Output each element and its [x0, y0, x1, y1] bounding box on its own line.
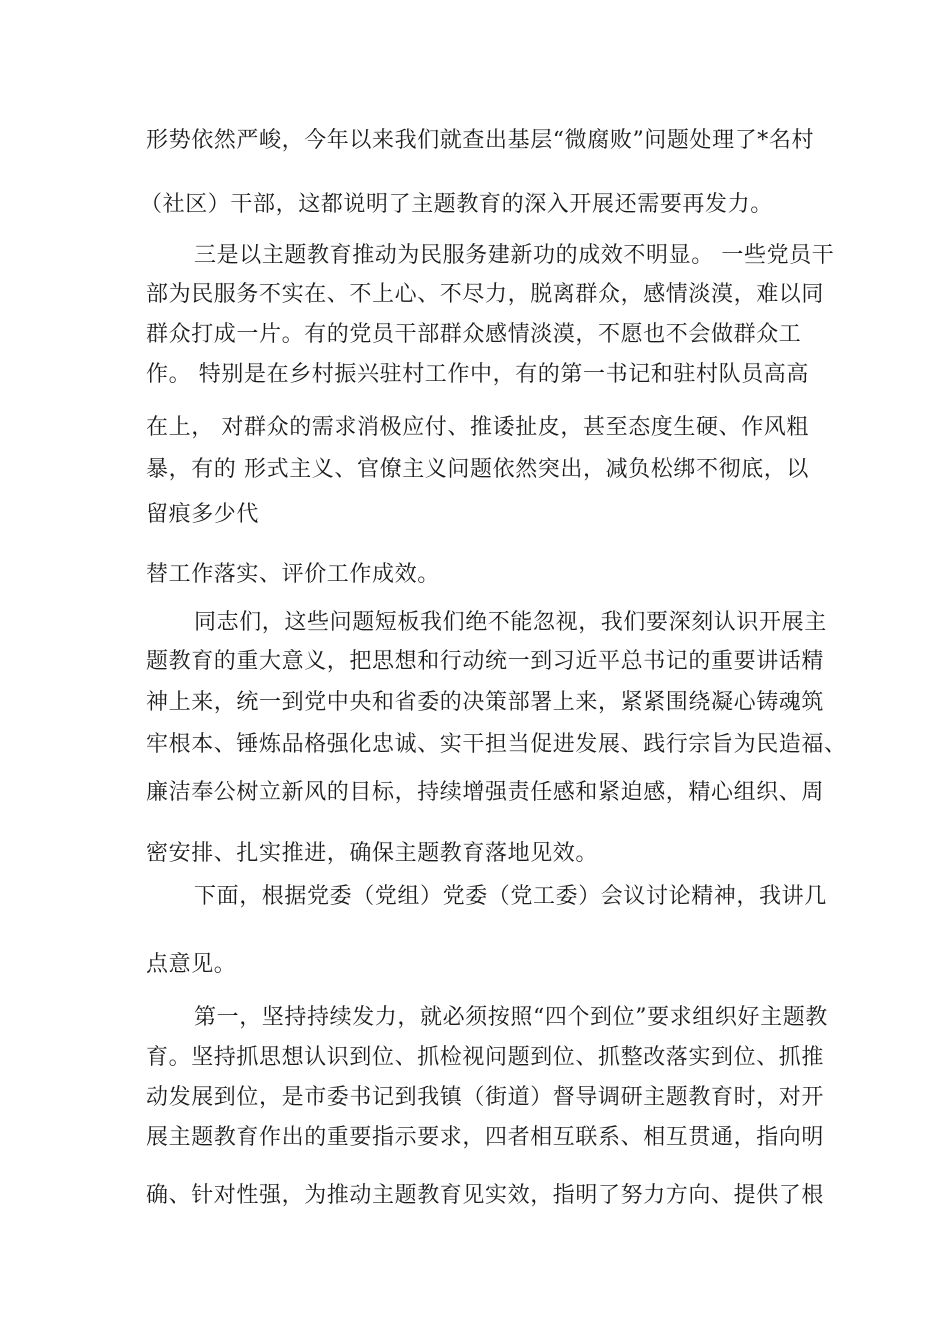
- text-line: 牢根本、锤炼品格强化忠诚、实干担当促进发展、践行宗旨为民造福、: [146, 732, 847, 757]
- text-line: 廉洁奉公树立新风的目标，持续增强责任感和紧迫感，精心组织、周: [146, 780, 825, 805]
- text-line: 群众打成一片。有的党员干部群众感情淡漠，不愿也不会做群众工: [146, 322, 802, 347]
- text-line: 作。 特别是在乡村振兴驻村工作中，有的第一书记和驻村队员高高: [146, 362, 809, 387]
- text-line: 同志们，这些问题短板我们绝不能忽视，我们要深刻认识开展主: [194, 610, 827, 635]
- text-line: 育。坚持抓思想认识到位、抓检视问题到位、抓整改落实到位、抓推: [146, 1045, 825, 1070]
- text-line: 暴，有的 形式主义、官僚主义问题依然突出，减负松绑不彻底，以: [146, 457, 809, 482]
- text-line: 展主题教育作出的重要指示要求，四者相互联系、相互贯通，指向明: [146, 1125, 825, 1150]
- text-line: （社区）干部，这都说明了主题教育的深入开展还需要再发力。: [140, 192, 773, 217]
- text-line: 替工作落实、评价工作成效。: [146, 562, 440, 587]
- text-line: 留痕多少代: [146, 502, 260, 527]
- text-line: 密安排、扎实推进，确保主题教育落地见效。: [146, 841, 599, 866]
- text-line: 点意见。: [146, 952, 237, 977]
- text-line: 形势依然严峻，今年以来我们就查出基层“微腐败”问题处理了*名村: [146, 128, 815, 153]
- text-line: 确、针对性强，为推动主题教育见实效，指明了努力方向、提供了根: [146, 1183, 825, 1208]
- text-line: 动发展到位，是市委书记到我镇（街道）督导调研主题教育时，对开: [146, 1085, 825, 1110]
- text-line: 下面，根据党委（党组）党委（党工委）会议讨论精神，我讲几: [194, 884, 827, 909]
- text-line: 题教育的重大意义，把思想和行动统一到习近平总书记的重要讲话精: [146, 649, 825, 674]
- text-line: 在上， 对群众的需求消极应付、推诿扯皮，甚至态度生硬、作风粗: [146, 415, 809, 440]
- text-line: 三是以主题教育推动为民服务建新功的成效不明显。 一些党员干: [194, 243, 835, 268]
- text-line: 部为民服务不实在、不上心、不尽力，脱离群众，感情淡漠，难以同: [146, 282, 825, 307]
- text-line: 神上来，统一到党中央和省委的决策部署上来，紧紧围绕凝心铸魂筑: [146, 690, 825, 715]
- text-line: 第一，坚持持续发力，就必须按照“四个到位”要求组织好主题教: [194, 1005, 828, 1030]
